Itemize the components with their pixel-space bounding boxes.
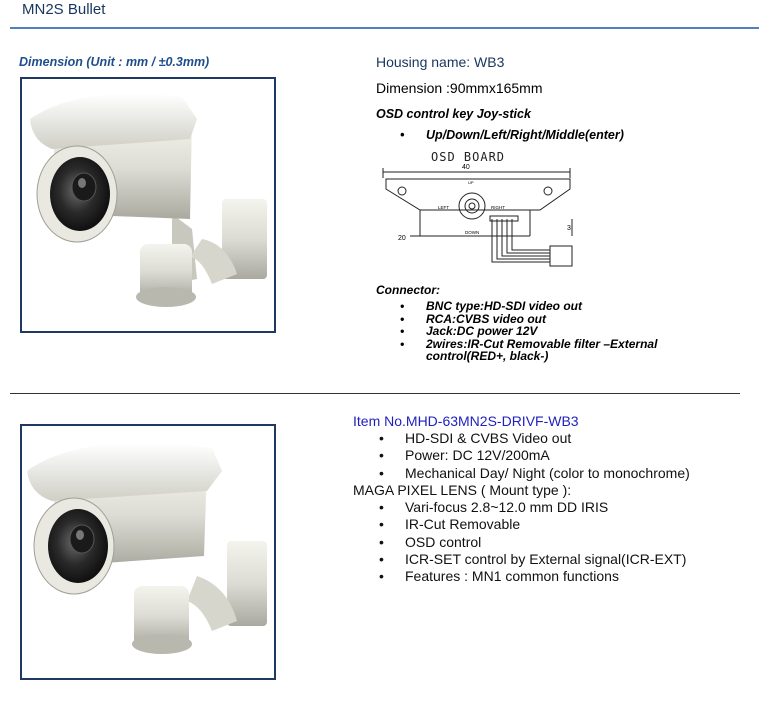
connector-item: Jack:DC power 12V <box>426 324 538 338</box>
connector-list <box>400 300 710 363</box>
bullet-dot: • <box>400 128 405 142</box>
list-item: • 2wires:IR-Cut Removable filter –External control(RED+, black-) <box>400 338 710 363</box>
list-item: • OSD control <box>379 533 482 550</box>
page-title: MN2S Bullet <box>22 1 106 18</box>
osd-board-label: OSD BOARD <box>431 150 506 164</box>
osd-item-text: Up/Down/Left/Right/Middle(enter) <box>426 128 624 142</box>
bullet-camera-image <box>22 79 274 331</box>
camera-photo-top <box>20 77 276 333</box>
list-item: • Vari-focus 2.8~12.0 mm DD IRIS <box>379 499 609 516</box>
spec-item: Vari-focus 2.8~12.0 mm DD IRIS <box>405 499 609 516</box>
spec-list <box>353 430 690 586</box>
connector-item: 2wires:IR-Cut Removable filter –External control(RED+, black-) <box>426 336 658 363</box>
osd-left: LEFT <box>438 205 450 210</box>
dim-3: 3 <box>567 225 571 232</box>
osd-right: RIGHT <box>491 205 505 210</box>
dim-40: 40 <box>462 164 470 171</box>
spec-item: Power: DC 12V/200mA <box>405 447 550 464</box>
title-divider <box>10 27 759 29</box>
spec-item: ICR-SET control by External signal(ICR-EXT) <box>405 551 687 568</box>
connector-item: BNC type:HD-SDI video out <box>426 299 582 313</box>
dimension-label: Dimension (Unit : mm / ±0.3mm) <box>19 55 210 69</box>
section-divider <box>10 393 740 394</box>
camera-photo-bottom <box>20 424 276 680</box>
connector-item: RCA:CVBS video out <box>426 311 546 326</box>
bullet-camera-image <box>22 426 274 678</box>
spec-item: IR-Cut Removable <box>405 516 521 533</box>
osd-board-diagram <box>380 164 580 274</box>
list-item: • RCA:CVBS video out <box>400 311 546 326</box>
spec-item: HD-SDI & CVBS Video out <box>405 430 572 446</box>
item-number: Item No.MHD-63MN2S-DRIVF-WB3 <box>353 413 579 429</box>
list-item: • BNC type:HD-SDI video out <box>400 299 582 313</box>
list-item: • Features : MN1 common functions <box>379 568 619 585</box>
list-item: • IR-Cut Removable <box>379 516 521 533</box>
spec-item: OSD control <box>405 533 482 550</box>
spec-item: Mechanical Day/ Night (color to monochrome) <box>405 464 690 481</box>
connector-title: Connector: <box>376 283 440 297</box>
dim-20: 20 <box>398 235 406 242</box>
osd-up: UP <box>468 180 474 185</box>
list-item: • Jack:DC power 12V <box>400 324 538 338</box>
osd-control-item <box>400 128 624 142</box>
list-item: • Mechanical Day/ Night (color to monochrome) <box>379 464 690 481</box>
list-item: • Power: DC 12V/200mA <box>379 447 550 464</box>
osd-down: DOWN <box>465 230 480 235</box>
housing-name: Housing name: WB3 <box>376 54 505 70</box>
osd-control-title: OSD control key Joy-stick <box>376 107 531 121</box>
list-item: • HD-SDI & CVBS Video out <box>379 430 572 446</box>
list-item: • ICR-SET control by External signal(ICR-EXT) <box>379 551 687 568</box>
lens-heading: MAGA PIXEL LENS ( Mount type ): <box>353 481 572 498</box>
housing-dimension: Dimension :90mmx165mm <box>376 80 543 96</box>
spec-item: Features : MN1 common functions <box>405 568 619 585</box>
